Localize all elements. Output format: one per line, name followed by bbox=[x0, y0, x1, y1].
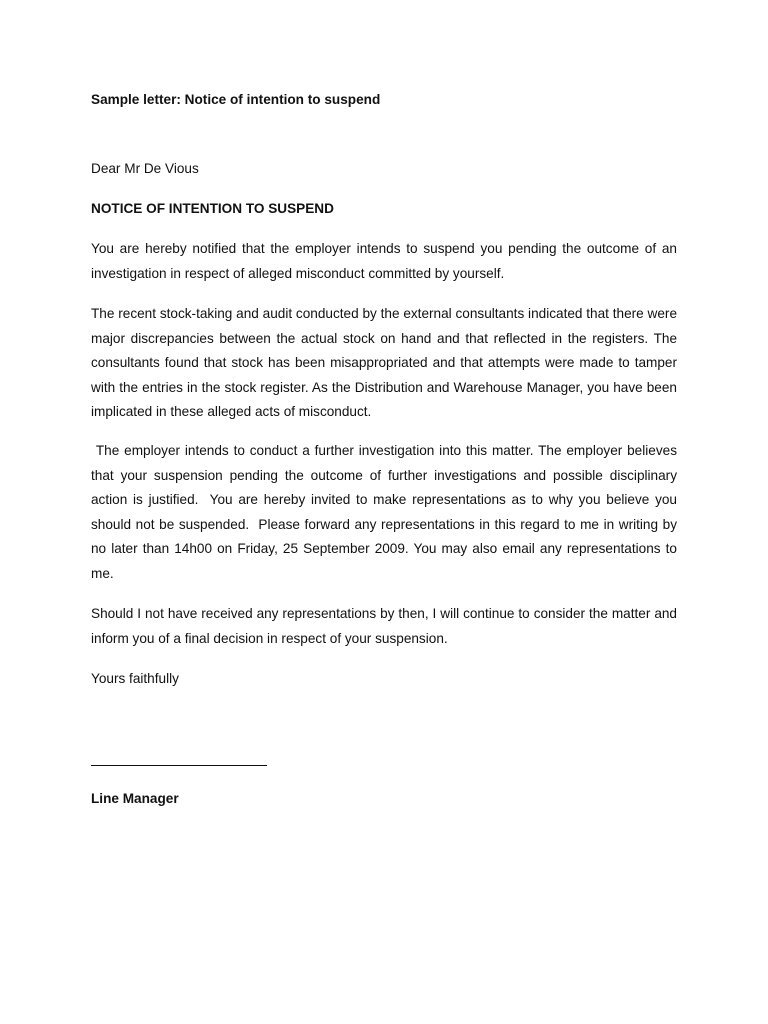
signature-line bbox=[91, 765, 267, 766]
closing: Yours faithfully bbox=[91, 671, 179, 686]
paragraph-audit-findings: The recent stock-taking and audit conducted by the external consultants indicated that there were major discrepancies between the actual stock on hand and that reflected in the registers. The consultants found that stock has been misappropriated and that attempts were made to tamper with the entries in the stock register. As the Distribution and Warehouse Manager, you have been implicated in these alleged acts of misconduct. bbox=[91, 306, 677, 420]
paragraph-notification: You are hereby notified that the employer intends to suspend you pending the outcome of an investigation in respect of alleged misconduct committed by yourself. bbox=[91, 241, 677, 281]
paragraph-further-investigation: The employer intends to conduct a further investigation into this matter. The employer believes that your suspension pending the outcome of further investigations and possible disciplinary action is justified. You are hereby invited to make representations as to why you believe you should not be suspended. Please forward any representations in this regard to me in writing by no later than 14h00 on Friday, 25 September 2009. You may also email any representations to me. bbox=[91, 443, 681, 581]
document-title: Sample letter: Notice of intention to suspend bbox=[91, 92, 381, 107]
paragraph-final-decision: Should I not have received any representations by then, I will continue to consider the matter and inform you of a final decision in respect of your suspension. bbox=[91, 606, 677, 646]
salutation: Dear Mr De Vious bbox=[91, 161, 199, 176]
signature-title: Line Manager bbox=[91, 791, 179, 806]
notice-heading: NOTICE OF INTENTION TO SUSPEND bbox=[91, 201, 334, 216]
